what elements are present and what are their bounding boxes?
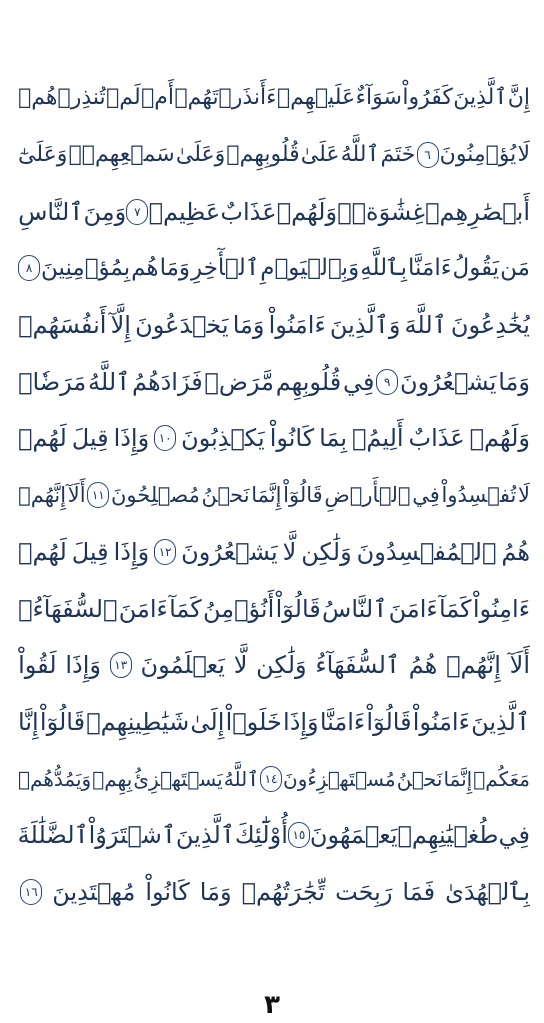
word: كَمَآ (169, 594, 202, 623)
text-line (18, 637, 530, 694)
word: أَنُؤۡمِنُ (203, 594, 275, 623)
word: وَإِذَا (113, 424, 150, 453)
word: وَمَا (498, 367, 530, 396)
word: عَلَىٰ (300, 142, 340, 168)
word: وَبِٱلۡيَوۡمِ (260, 254, 360, 281)
text-line (18, 864, 530, 921)
word: وَإِذَا (113, 537, 150, 566)
word: وَلَهُمۡ (469, 424, 530, 453)
word: عَذَابٌ (220, 197, 277, 226)
word: نَحۡنُ (396, 766, 443, 791)
text-line (18, 240, 530, 297)
word: قِيلَ (71, 424, 109, 453)
word: فِي (412, 482, 440, 507)
word: ٱلسُّفَهَآءُۗ (18, 594, 118, 623)
ayah-number-marker: ١٤ (260, 766, 282, 792)
word: إِنَّمَا (443, 766, 473, 791)
word: مُهۡتَدِينَ (52, 877, 136, 906)
word: هُمُ (501, 537, 530, 566)
word: وَإِذَا (283, 707, 319, 736)
word: ٱللَّهُ (340, 142, 380, 168)
word: إِنَّا (18, 707, 39, 736)
word: يَسۡتَهۡزِئُ (133, 766, 223, 791)
word: قُلُوبِهِم (275, 367, 342, 396)
word: لَّا (233, 651, 248, 680)
word: عَذَابٌ (408, 424, 465, 453)
word: وَمَا (232, 311, 265, 340)
text-line (18, 70, 530, 127)
word: ٱلۡأَرۡضِ (324, 482, 411, 507)
word: ءَامَنَ (118, 594, 168, 623)
text-line (18, 750, 530, 807)
text-line (18, 127, 530, 184)
ayah-number-marker: ٧ (126, 199, 148, 225)
word: هُمُ (408, 651, 438, 680)
word: وَمَا (159, 254, 190, 281)
text-line (18, 353, 530, 410)
word: مَرَضٗاۖ (18, 367, 87, 396)
word: فَزَادَهُمُ (131, 367, 203, 396)
word: وَيَمُدُّهُمۡ (18, 766, 92, 791)
word: مُصۡلِحُونَ (111, 482, 200, 507)
word: قَالُوٓاْ (366, 707, 412, 736)
text-line (18, 297, 530, 354)
word: وَإِذَا (65, 651, 101, 680)
word: ٱلَّذِينَ (453, 85, 508, 111)
word: يَشۡعُرُونَ (399, 367, 497, 396)
text-line (18, 807, 530, 864)
word: قَالُوٓاْ (39, 707, 86, 736)
word: ٱلنَّاسُ (322, 594, 388, 623)
word: يَكۡذِبُونَ (181, 424, 265, 453)
word: خَتَمَ (380, 142, 416, 168)
word: إِلَىٰ (190, 707, 225, 736)
word: كَمَآ (438, 594, 472, 623)
word: قُلُوبِهِمۡ (226, 142, 300, 168)
word: يَخۡدَعُونَ (135, 311, 229, 340)
word: يُؤۡمِنُونَ (439, 142, 517, 168)
word: بِٱللَّهِ (360, 254, 408, 281)
word: إِنَّمَا (251, 482, 282, 507)
word: وَلَهُمۡ (276, 197, 338, 226)
word: ٱلَّذِينَ (175, 821, 235, 850)
word: ٱلنَّاسِ (18, 197, 84, 226)
word: بِهِمۡ (92, 766, 133, 791)
word: سَمۡعِهِمۡۖ (68, 142, 175, 168)
word: فَمَا (402, 877, 436, 906)
word: ٱللَّهُ (223, 766, 259, 791)
word: كَانُواْ (269, 424, 315, 453)
word: إِلَّآ (110, 311, 131, 340)
word: لَا (518, 482, 530, 507)
word: ٱلۡأٓخِرِ (191, 254, 260, 281)
word: وَلَٰكِن (301, 537, 352, 566)
text-line (18, 580, 530, 637)
word: مَّرَضٞ (204, 367, 274, 396)
word: ءَامَنُواْ (412, 707, 470, 736)
word: مَن (500, 254, 530, 281)
word: هُم (131, 254, 159, 281)
word: ٱلۡمُفۡسِدُونَ (356, 537, 497, 566)
word: وَعَلَىٰٓ (18, 142, 68, 168)
ayah-number-marker: ١١ (87, 482, 109, 508)
text-line (18, 694, 530, 751)
word: يُخَٰدِعُونَ (450, 311, 530, 340)
word: كَانُواْ (145, 877, 190, 906)
word: بِمُؤۡمِنِينَ (41, 254, 131, 281)
word: أَبۡصَٰرِهِمۡ (425, 197, 530, 226)
word: كَفَرُواْ (402, 85, 453, 111)
word: لَهُمۡ (18, 424, 67, 453)
word: ءَامَنَ (388, 594, 438, 623)
word: وَمِنَ (83, 197, 127, 226)
word: إِنَّهُمۡ (446, 651, 501, 680)
word: وَٱلَّذِينَ (329, 311, 401, 340)
word: وَمَا (199, 877, 232, 906)
word: ءَامَنُواْ (268, 311, 326, 340)
word: يَشۡعُرُونَ (181, 537, 278, 566)
word: مُسۡتَهۡزِءُونَ (283, 766, 396, 791)
word: أَلِيمُۢ (351, 424, 404, 453)
word: ٱشۡتَرَوُاْ (88, 821, 176, 850)
text-line (18, 183, 530, 240)
word: أَمۡ (141, 85, 175, 111)
word: وَعَلَىٰ (175, 142, 226, 168)
word: فِي (498, 821, 530, 850)
word: تُنذِرۡهُمۡ (18, 85, 106, 111)
text-line (18, 410, 530, 467)
page-number: ٣ (264, 990, 280, 1020)
text-line (18, 467, 530, 524)
word: يَعۡمَهُونَ (309, 821, 398, 850)
ayah-number-marker: ١٠ (154, 425, 176, 451)
word: فِي (342, 367, 375, 396)
ayah-number-marker: ١٢ (154, 539, 176, 565)
word: قَالُوٓاْ (283, 482, 323, 507)
word: وَلَٰكِن (256, 651, 307, 680)
word: لَّا (282, 537, 297, 566)
word: شَيَٰطِينِهِمۡ (86, 707, 190, 736)
text-line (18, 524, 530, 581)
word: لَمۡ (106, 85, 141, 111)
word: أَلَآ (509, 651, 530, 680)
word: مَعَكُمۡ (473, 766, 530, 791)
word: نَحۡنُ (201, 482, 250, 507)
word: يَعۡلَمُونَ (140, 651, 225, 680)
word: أُوْلَٰٓئِكَ (234, 821, 288, 850)
ayah-number-marker: ٨ (18, 255, 40, 281)
word: ٱللَّهُ (88, 367, 131, 396)
word: ٱلضَّلَٰلَةَ (18, 821, 89, 850)
word: ءَأَنذَرۡتَهُمۡ (174, 85, 277, 111)
word: ٱلَّذِينَ (471, 707, 530, 736)
word: لَقُواْ (18, 651, 57, 680)
word: بِٱلۡهُدَىٰ (445, 877, 530, 906)
ayah-number-marker: ١٦ (20, 879, 42, 905)
ayah-number-marker: ٩ (376, 369, 398, 395)
word: غِشَٰوَةٞۖ (337, 197, 425, 226)
word: ٱلسُّفَهَآءُ (315, 651, 400, 680)
word: تِّجَٰرَتُهُمۡ (241, 877, 326, 906)
ayah-number-marker: ١٣ (110, 652, 132, 678)
word: سَوَآءٌ (355, 85, 402, 111)
ayah-number-marker: ٦ (417, 142, 439, 168)
word: قِيلَ (71, 537, 109, 566)
word: لَا (517, 142, 530, 168)
word: طُغۡيَٰنِهِمۡ (397, 821, 499, 850)
quran-text-block (18, 70, 530, 920)
word: عَظِيمٞ (148, 197, 221, 226)
word: ٱللَّهَ (404, 311, 447, 340)
word: خَلَوۡاْ (225, 707, 282, 736)
word: لَهُمۡ (18, 537, 67, 566)
word: يَقُولُ (452, 254, 500, 281)
word: إِنَّ (507, 85, 530, 111)
word: بِمَا (319, 424, 347, 453)
word: ءَامَنَّا (408, 254, 452, 281)
word: إِنَّهُمۡ (18, 482, 67, 507)
word: عَلَيۡهِمۡ (276, 85, 356, 111)
word: ءَامَنَّا (319, 707, 366, 736)
word: تُفۡسِدُواْ (441, 482, 517, 507)
ayah-number-marker: ١٥ (288, 822, 310, 848)
word: أَلَآ (67, 482, 86, 507)
word: ءَامِنُواْ (472, 594, 530, 623)
word: قَالُوٓاْ (275, 594, 321, 623)
word: رَبِحَت (335, 877, 393, 906)
word: أَنفُسَهُمۡ (18, 311, 107, 340)
